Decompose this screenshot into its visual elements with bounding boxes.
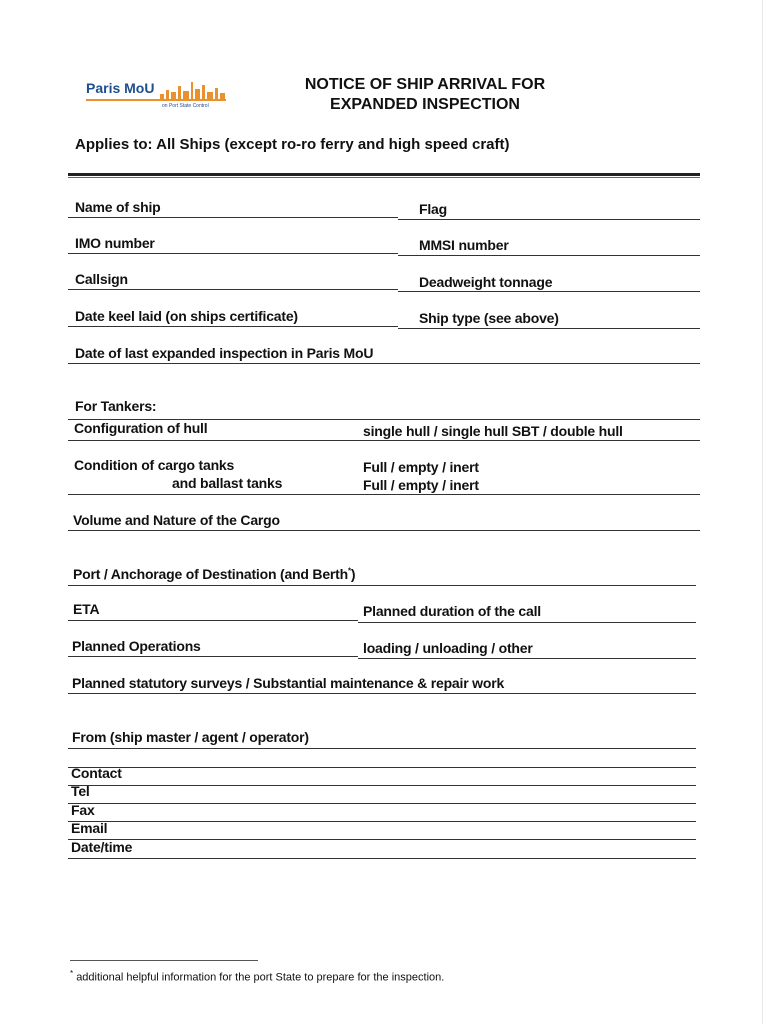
contact-field[interactable]	[68, 785, 696, 786]
page-title	[270, 75, 580, 115]
condition-of-tanks-field[interactable]	[68, 494, 700, 495]
planned-duration-field[interactable]	[358, 622, 696, 623]
planned-operations-label: Planned Operations	[72, 638, 201, 654]
from-field[interactable]	[68, 748, 696, 749]
flag-field[interactable]	[398, 219, 700, 220]
ship-type-label: Ship type (see above)	[419, 310, 559, 326]
ship-type-field[interactable]	[398, 328, 700, 329]
ballast-tanks-options[interactable]: Full / empty / inert	[363, 477, 479, 493]
footnote	[70, 969, 444, 984]
planned-surveys-field[interactable]	[68, 693, 696, 694]
planned-duration-label: Planned duration of the call	[363, 603, 541, 619]
eta-field[interactable]	[68, 620, 358, 621]
name-of-ship-label: Name of ship	[75, 199, 161, 215]
logo-name: Paris MoU	[86, 80, 155, 96]
from-label: From (ship master / agent / operator)	[72, 729, 309, 745]
planned-operations-field[interactable]	[68, 656, 358, 657]
logo-underline	[86, 99, 226, 101]
from-extra-line[interactable]	[68, 767, 696, 768]
fax-label: Fax	[71, 802, 95, 818]
imo-number-field[interactable]	[68, 253, 398, 254]
eta-label: ETA	[73, 601, 100, 617]
port-anchorage-text: Port / Anchorage of Destination (and Berth	[73, 566, 348, 582]
page-edge	[762, 0, 763, 1024]
ballast-tanks-label: and ballast tanks	[172, 475, 283, 491]
imo-number-label: IMO number	[75, 235, 155, 251]
title-line-1: NOTICE OF SHIP ARRIVAL FOR	[304, 76, 546, 93]
condition-of-cargo-tanks-label: Condition of cargo tanks	[74, 457, 235, 473]
volume-nature-cargo-field[interactable]	[68, 530, 700, 531]
email-field[interactable]	[68, 839, 696, 840]
tel-label: Tel	[71, 783, 90, 799]
paris-mou-logo	[84, 76, 234, 112]
header-divider-thin	[68, 177, 700, 178]
port-footnote-mark: *	[347, 566, 351, 576]
datetime-label: Date/time	[71, 839, 133, 855]
flag-label: Flag	[419, 201, 447, 217]
date-keel-laid-label: Date keel laid (on ships certificate)	[75, 308, 298, 324]
date-keel-laid-field[interactable]	[68, 326, 398, 327]
applies-to: Applies to: All Ships (except ro-ro ferry and high speed craft)	[75, 136, 510, 153]
fax-field[interactable]	[68, 821, 696, 822]
header-divider	[68, 173, 700, 176]
volume-nature-cargo-label: Volume and Nature of the Cargo	[73, 512, 280, 528]
email-label: Email	[71, 820, 108, 836]
port-close-paren: )	[350, 566, 356, 582]
footnote-text: additional helpful information for the port State to prepare for the inspection.	[76, 971, 445, 984]
cargo-tanks-options[interactable]: Full / empty / inert	[363, 459, 479, 475]
operations-options[interactable]: loading / unloading / other	[363, 640, 533, 656]
last-expanded-inspection-field[interactable]	[68, 363, 700, 364]
callsign-field[interactable]	[68, 289, 398, 290]
datetime-field[interactable]	[68, 858, 696, 859]
footnote-separator	[70, 960, 258, 961]
configuration-options[interactable]: single hull / single hull SBT / double hull	[363, 423, 623, 439]
callsign-label: Callsign	[75, 271, 128, 287]
configuration-of-hull-label: Configuration of hull	[74, 420, 208, 436]
configuration-of-hull-field[interactable]	[68, 440, 700, 441]
port-anchorage-field[interactable]	[68, 585, 696, 586]
port-anchorage-label	[73, 566, 355, 582]
name-of-ship-field[interactable]	[68, 217, 398, 218]
mmsi-number-field[interactable]	[398, 255, 700, 256]
title-line-2: EXPANDED INSPECTION	[330, 96, 520, 113]
planned-surveys-label: Planned statutory surveys / Substantial maintenance & repair work	[72, 675, 505, 691]
operations-options-field[interactable]	[358, 658, 696, 659]
logo-tagline: on Port State Control	[162, 103, 209, 109]
tel-field[interactable]	[68, 803, 696, 804]
deadweight-tonnage-field[interactable]	[398, 291, 700, 292]
for-tankers-heading: For Tankers:	[75, 398, 157, 414]
contact-label: Contact	[71, 765, 122, 781]
deadweight-tonnage-label: Deadweight tonnage	[419, 274, 553, 290]
mmsi-number-label: MMSI number	[419, 237, 509, 253]
footnote-mark: *	[70, 969, 74, 978]
last-expanded-inspection-label: Date of last expanded inspection in Paris MoU	[75, 345, 374, 361]
